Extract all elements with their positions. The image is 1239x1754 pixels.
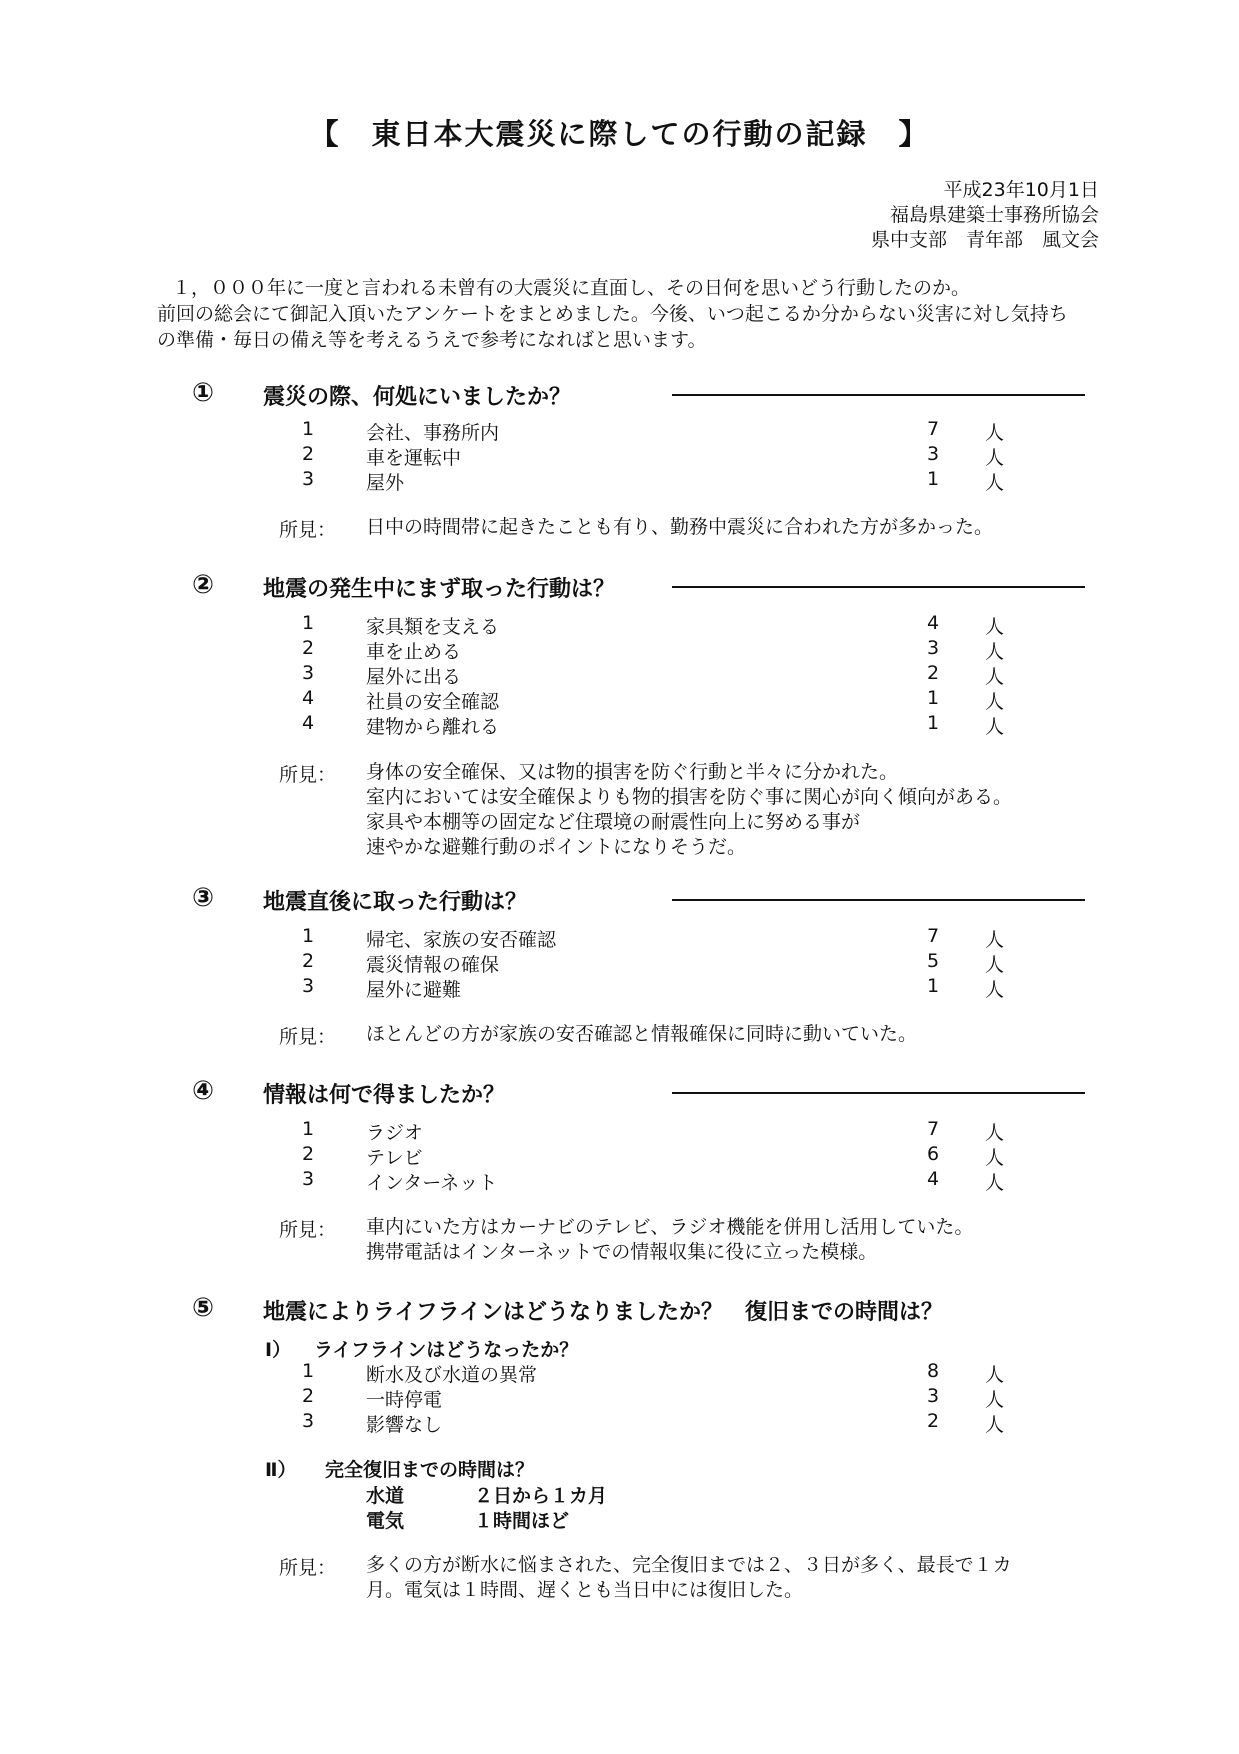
q1-item-3-num: 3 <box>302 468 315 490</box>
q2-item-2-num: 2 <box>302 637 315 659</box>
q5-note-line-2: 月。電気は１時間、遅くとも当日中には復旧した。 <box>366 1579 804 1601</box>
q2-item-4-count: 1 <box>927 687 940 709</box>
q2-question: 地震の発生中にまず取った行動は？ <box>263 577 616 602</box>
q3-item-2-num: 2 <box>302 950 315 972</box>
q3-item-1-num: 1 <box>302 925 315 947</box>
q3-item-3-unit: 人 <box>985 979 1005 1001</box>
q5-note-line-1: 多くの方が断水に悩まされた、完全復旧までは２、３日が多く、最長で１カ <box>366 1554 1012 1576</box>
q1-note-label: 所見： <box>279 519 337 541</box>
q4-question: 情報は何で得ましたか？ <box>263 1083 506 1108</box>
q4-item-2-unit: 人 <box>985 1147 1005 1169</box>
q2-number: ② <box>192 570 215 600</box>
q5-sub1-label: Ⅰ） <box>265 1339 292 1361</box>
q5-recovery-power-value: １時間ほど <box>474 1510 570 1532</box>
q2-note-line-1: 身体の安全確保、又は物的損害を防ぐ行動と半々に分かれた。 <box>366 761 899 783</box>
q3-note-line-1: ほとんどの方が家族の安否確認と情報確保に同時に動いていた。 <box>366 1023 918 1045</box>
q2-item-4-text: 社員の安全確認 <box>366 691 500 713</box>
q4-note-line-1: 車内にいた方はカーナビのテレビ、ラジオ機能を併用し活用していた。 <box>366 1216 974 1238</box>
q2-item-4-num: 4 <box>302 687 315 709</box>
q2-item-2-count: 3 <box>927 637 940 659</box>
q3-item-1-unit: 人 <box>985 929 1005 951</box>
q2-item-3-text: 屋外に出る <box>366 666 462 688</box>
q1-item-2-unit: 人 <box>985 447 1005 469</box>
q3-item-1-text: 帰宅、家族の安否確認 <box>366 929 557 951</box>
q5-item-3-count: 2 <box>927 1410 940 1432</box>
q2-item-3-num: 3 <box>302 662 315 684</box>
q5-item-2-num: 2 <box>302 1385 315 1407</box>
intro-line-1: １，０００年に一度と言われる未曾有の大震災に直面し、その日何を思いどう行動したのか。 <box>172 277 971 299</box>
q5-item-1-text: 断水及び水道の異常 <box>366 1364 538 1386</box>
q2-item-3-count: 2 <box>927 662 940 684</box>
q5-recovery-water-value: ２日から１カ月 <box>474 1485 608 1507</box>
q1-item-2-num: 2 <box>302 443 315 465</box>
q4-item-2-text: テレビ <box>366 1147 423 1169</box>
q3-item-3-text: 屋外に避難 <box>366 979 462 1001</box>
q5-item-1-count: 8 <box>927 1360 940 1382</box>
q4-note-label: 所見： <box>279 1219 337 1241</box>
q2-item-3-unit: 人 <box>985 666 1005 688</box>
q5-item-3-unit: 人 <box>985 1414 1005 1436</box>
q4-item-1-count: 7 <box>927 1118 940 1140</box>
q1-note-line-1: 日中の時間帯に起きたことも有り、勤務中震災に合われた方が多かった。 <box>366 516 994 538</box>
q1-item-2-text: 車を運転中 <box>366 447 462 469</box>
q1-question: 震災の際、何処にいましたか？ <box>263 385 572 410</box>
q2-note-line-2: 室内においては安全確保よりも物的損害を防ぐ事に関心が向く傾向がある。 <box>366 786 1013 808</box>
q4-item-1-unit: 人 <box>985 1122 1005 1144</box>
q3-number: ③ <box>192 883 215 913</box>
q4-item-3-unit: 人 <box>985 1172 1005 1194</box>
q4-item-2-count: 6 <box>927 1143 940 1165</box>
q5-item-1-num: 1 <box>302 1360 315 1382</box>
q5-note-label: 所見： <box>279 1557 337 1579</box>
q5-recovery-power-label: 電気 <box>366 1510 405 1532</box>
q1-item-2-count: 3 <box>927 443 940 465</box>
q5-item-3-text: 影響なし <box>366 1414 443 1436</box>
q1-item-1-unit: 人 <box>985 422 1005 444</box>
q4-number: ④ <box>192 1076 215 1106</box>
q5-question: 地震によりライフラインはどうなりましたか？ 復旧までの時間は？ <box>263 1300 944 1325</box>
q4-item-2-num: 2 <box>302 1143 315 1165</box>
q4-note-line-2: 携帯電話はインターネットでの情報収集に役に立った模様。 <box>366 1241 878 1263</box>
q1-item-3-unit: 人 <box>985 472 1005 494</box>
q3-item-3-count: 1 <box>927 975 940 997</box>
q2-item-5-text: 建物から離れる <box>366 716 500 738</box>
q5-item-2-count: 3 <box>927 1385 940 1407</box>
q1-item-3-count: 1 <box>927 468 940 490</box>
q3-item-2-text: 震災情報の確保 <box>366 954 500 976</box>
q1-item-1-count: 7 <box>927 418 940 440</box>
page-title: 【 東日本大震災に際しての行動の記録 】 <box>309 117 930 151</box>
q5-recovery-water-label: 水道 <box>366 1485 405 1507</box>
q2-item-5-count: 1 <box>927 712 940 734</box>
q2-item-2-unit: 人 <box>985 641 1005 663</box>
report-date: 平成23年10月1日 <box>943 179 1099 201</box>
group-name: 県中支部 青年部 風文会 <box>870 229 1099 251</box>
q3-item-1-count: 7 <box>927 925 940 947</box>
q4-item-3-count: 4 <box>927 1168 940 1190</box>
q1-item-1-num: 1 <box>302 418 315 440</box>
q4-item-1-text: ラジオ <box>366 1122 424 1144</box>
q4-item-3-num: 3 <box>302 1168 315 1190</box>
q3-item-2-count: 5 <box>927 950 940 972</box>
q2-item-1-text: 家具類を支える <box>366 616 500 638</box>
q2-rule <box>672 586 1085 588</box>
q4-item-1-num: 1 <box>302 1118 315 1140</box>
q3-item-2-unit: 人 <box>985 954 1005 976</box>
q5-item-2-unit: 人 <box>985 1389 1005 1411</box>
q5-item-2-text: 一時停電 <box>366 1389 443 1411</box>
q3-item-3-num: 3 <box>302 975 315 997</box>
q2-note-line-4: 速やかな避難行動のポイントになりそうだ。 <box>366 836 747 858</box>
q5-item-1-unit: 人 <box>985 1364 1005 1386</box>
q1-number: ① <box>192 378 215 408</box>
organization-name: 福島県建築士事務所協会 <box>889 204 1099 226</box>
q2-item-5-unit: 人 <box>985 716 1005 738</box>
q1-item-3-text: 屋外 <box>366 472 405 494</box>
q4-item-3-text: インターネット <box>366 1172 498 1194</box>
q5-sub2-label: Ⅱ） <box>265 1459 297 1481</box>
q2-item-1-num: 1 <box>302 612 315 634</box>
q2-item-4-unit: 人 <box>985 691 1005 713</box>
q2-item-5-num: 4 <box>302 712 315 734</box>
q1-item-1-text: 会社、事務所内 <box>366 422 500 444</box>
q2-note-label: 所見： <box>279 764 337 786</box>
q2-item-1-count: 4 <box>927 612 940 634</box>
q5-sub1-question: ライフラインはどうなったか？ <box>314 1339 579 1361</box>
q5-number: ⑤ <box>192 1293 215 1323</box>
q1-rule <box>672 394 1085 396</box>
q5-item-3-num: 3 <box>302 1410 315 1432</box>
q2-item-1-unit: 人 <box>985 616 1005 638</box>
q3-question: 地震直後に取った行動は？ <box>263 890 528 915</box>
q3-note-label: 所見： <box>279 1026 337 1048</box>
q4-rule <box>672 1092 1085 1094</box>
q2-note-line-3: 家具や本棚等の固定など住環境の耐震性向上に努める事が <box>366 811 861 833</box>
intro-line-2: 前回の総会にて御記入頂いたアンケートをまとめました。今後、いつ起こるか分からない災害に対し気持ちの準備・毎日の備え等を考えるうえで参考になればと思います。 <box>157 303 1068 351</box>
q2-item-2-text: 車を止める <box>366 641 462 663</box>
q5-sub2-question: 完全復旧までの時間は？ <box>325 1459 535 1481</box>
q3-rule <box>672 899 1085 901</box>
